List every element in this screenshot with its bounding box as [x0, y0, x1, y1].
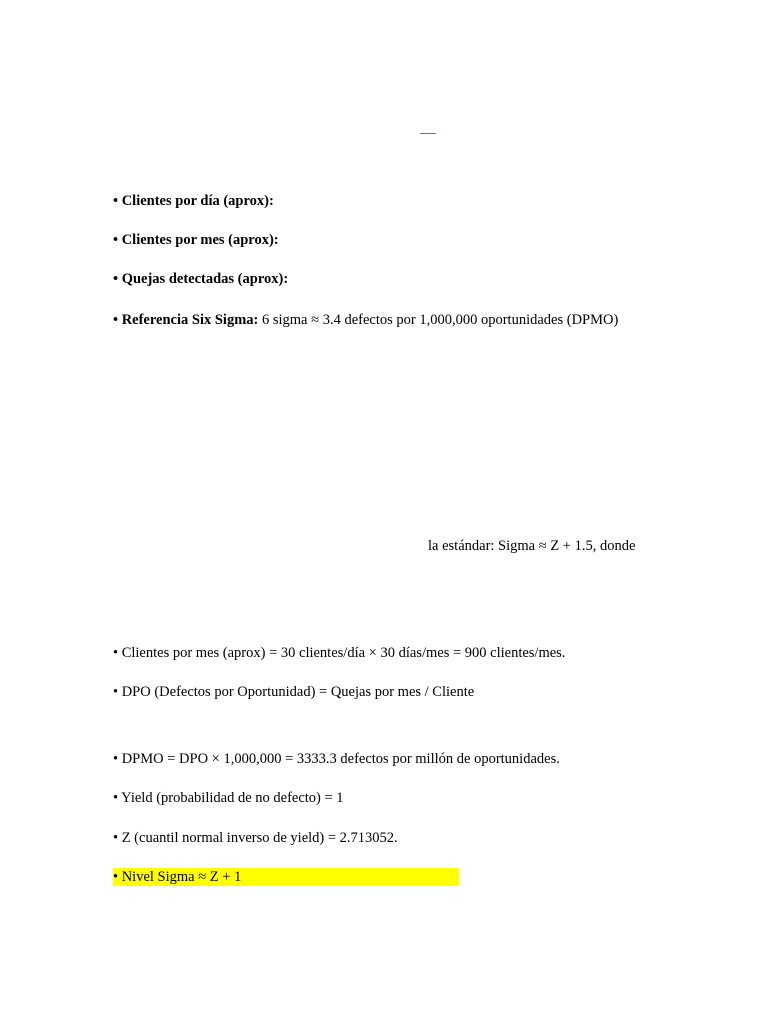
calc-dpo: • DPO (Defectos por Oportunidad) = Quejas por mes / Cliente: [113, 684, 475, 700]
referencia-six-sigma-line: [113, 311, 618, 329]
calc-z: • Z (cuantil normal inverso de yield) = 2.713052.: [113, 830, 398, 846]
calc-clientes-mes: • Clientes por mes (aprox) = 30 clientes/día × 30 días/mes = 900 clientes/mes.: [113, 645, 566, 661]
nivel-sigma-highlight: [113, 868, 459, 886]
nivel-sigma-text: • Nivel Sigma ≈ Z + 1: [113, 869, 242, 885]
referencia-six-sigma-text: 6 sigma ≈ 3.4 defectos por 1,000,000 oportunidades (DPMO): [258, 312, 619, 328]
clientes-por-dia-line: [113, 192, 274, 210]
clientes-por-mes-line: [113, 231, 279, 249]
formula-fragment: la estándar: Sigma ≈ Z + 1.5, donde: [428, 538, 636, 554]
calc-dpmo: • DPMO = DPO × 1,000,000 = 3333.3 defectos por millón de oportunidades.: [113, 751, 560, 767]
referencia-six-sigma-label: • Referencia Six Sigma:: [113, 312, 259, 328]
quejas-detectadas-line: [113, 270, 288, 288]
clientes-por-dia-label: • Clientes por día (aprox):: [113, 193, 274, 209]
hyperlink-underline[interactable]: [420, 133, 436, 134]
clientes-por-mes-label: • Clientes por mes (aprox):: [113, 232, 279, 248]
quejas-detectadas-label: • Quejas detectadas (aprox):: [113, 271, 289, 287]
calc-yield: • Yield (probabilidad de no defecto) = 1: [113, 790, 344, 806]
